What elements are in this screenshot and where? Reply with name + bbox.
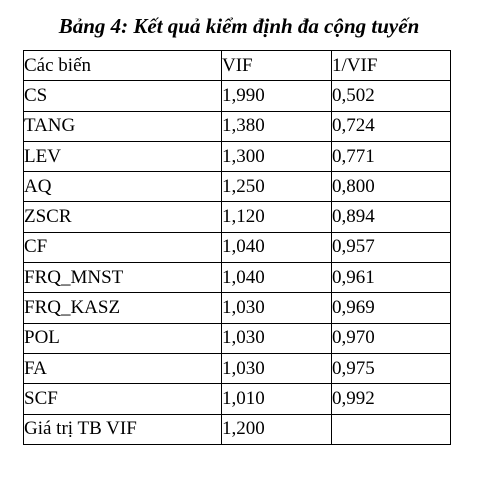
vif-cell: 1,250 xyxy=(222,172,332,202)
vif-cell: 1,120 xyxy=(222,202,332,232)
vif-cell: 1,040 xyxy=(222,263,332,293)
table-row xyxy=(24,293,451,323)
table-row xyxy=(24,323,451,353)
inverse-vif-cell: 0,957 xyxy=(332,232,451,262)
variable-cell: FRQ_MNST xyxy=(24,263,222,293)
vif-table xyxy=(23,50,451,445)
inverse-vif-cell: 0,771 xyxy=(332,141,451,171)
header-vif: VIF xyxy=(222,51,332,81)
vif-cell: 1,030 xyxy=(222,293,332,323)
table-row-mean-vif xyxy=(24,414,451,444)
inverse-vif-cell: 0,894 xyxy=(332,202,451,232)
table-row xyxy=(24,172,451,202)
table-row xyxy=(24,202,451,232)
vif-cell: 1,300 xyxy=(222,141,332,171)
variable-cell: Giá trị TB VIF xyxy=(24,414,222,444)
table-row xyxy=(24,81,451,111)
variable-cell: ZSCR xyxy=(24,202,222,232)
variable-cell: LEV xyxy=(24,141,222,171)
variable-cell: CS xyxy=(24,81,222,111)
vif-cell: 1,380 xyxy=(222,111,332,141)
header-inverse-vif: 1/VIF xyxy=(332,51,451,81)
table-row xyxy=(24,232,451,262)
inverse-vif-cell xyxy=(332,414,451,444)
inverse-vif-cell: 0,969 xyxy=(332,293,451,323)
variable-cell: SCF xyxy=(24,384,222,414)
inverse-vif-cell: 0,724 xyxy=(332,111,451,141)
inverse-vif-cell: 0,970 xyxy=(332,323,451,353)
vif-cell: 1,030 xyxy=(222,323,332,353)
inverse-vif-cell: 0,502 xyxy=(332,81,451,111)
vif-cell: 1,200 xyxy=(222,414,332,444)
header-variables: Các biến xyxy=(24,51,222,81)
vif-cell: 1,990 xyxy=(222,81,332,111)
inverse-vif-cell: 0,975 xyxy=(332,353,451,383)
variable-cell: FA xyxy=(24,353,222,383)
vif-cell: 1,040 xyxy=(222,232,332,262)
table-row xyxy=(24,384,451,414)
table-row xyxy=(24,141,451,171)
variable-cell: TANG xyxy=(24,111,222,141)
inverse-vif-cell: 0,992 xyxy=(332,384,451,414)
table-row xyxy=(24,263,451,293)
variable-cell: CF xyxy=(24,232,222,262)
variable-cell: FRQ_KASZ xyxy=(24,293,222,323)
variable-cell: POL xyxy=(24,323,222,353)
table-title: Bảng 4: Kết quả kiểm định đa cộng tuyến xyxy=(58,14,420,38)
variable-cell: AQ xyxy=(24,172,222,202)
table-row xyxy=(24,111,451,141)
inverse-vif-cell: 0,961 xyxy=(332,263,451,293)
table-row xyxy=(24,353,451,383)
vif-cell: 1,030 xyxy=(222,353,332,383)
table-header-row xyxy=(24,51,451,81)
vif-cell: 1,010 xyxy=(222,384,332,414)
inverse-vif-cell: 0,800 xyxy=(332,172,451,202)
